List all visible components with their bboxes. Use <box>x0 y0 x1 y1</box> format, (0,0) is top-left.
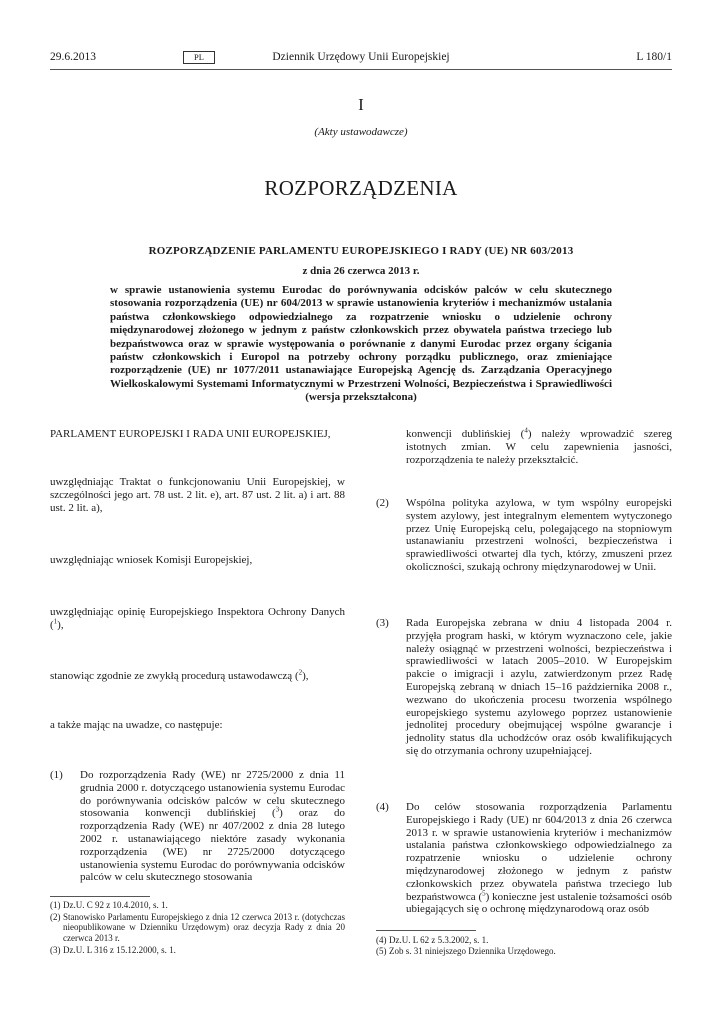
footnote-3: (3) Dz.U. L 316 z 15.12.2000, s. 1. <box>50 945 176 955</box>
recital-number: (2) <box>376 497 389 509</box>
recital-1-continued: konwencji dublińskiej ($^4$) należy wprowadzić szereg istotnych zmian. W celu zapewnienia jasności, rozporządzenia te należy przekształcić. <box>406 426 672 466</box>
footnote-ref: 2 <box>298 668 303 677</box>
citation-edps: uwzględniając opinię Europejskiego Inspektora Ochrony Danych ($^1$), <box>50 606 345 631</box>
regulation-date: z dnia 26 czerwca 2013 r. <box>302 265 420 277</box>
footnote-2: (2) Stanowisko Parlamentu Europejskiego z dnia 12 czerwca 2013 r. (dotychczas nieopublikowane w Dzienniku Urzędowym) oraz decyzja Rady z dnia 20 czerwca 2013 r. <box>50 912 345 943</box>
regulation-subject: w sprawie ustanowienia systemu Eurodac do porównywania odcisków palców w celu skutecznego stosowania rozporządzenia (UE) nr 604/2013 w sprawie ustanowienia kryteriów i mechanizmów ustalania państwa członkowskiego odpowiedzialnego za rozpatrzenie wniosku o udzielenie ochrony międzynarodowej złożonego w jednym z państw członkowskich przez obywatela państwa trzeciego lub bezpaństwowca oraz w sprawie występowania o porównanie z danymi Eurodac przez organy ścigania państw członkowskich i Europol na potrzeby ochrony porządku publicznego, oraz zmieniające rozporządzenie (UE) nr 1077/2011 ustanawiające Europejską Agencję ds. Zarządzania Operacyjnego Wielkoskalowymi Systemami Informatycznymi w Przestrzeni Wolności, Bezpieczeństwa i Sprawiedliwości (wersja przekształcona) <box>110 284 612 404</box>
header-divider <box>50 69 672 70</box>
footnote-5: (5) Zob s. 31 niniejszego Dziennika Urzędowego. <box>376 946 556 956</box>
recital-1: Do rozporządzenia Rady (WE) nr 2725/2000 z dnia 11 grudnia 2000 r. dotyczącego ustanowienia systemu Eurodac do porównywania odcisków palców w celu skutecznego stosowania konwencji dublińskiej ($^3$) oraz do rozporządzenia Rady (WE) nr 407/2002 z dnia 28 lutego 2002 r. ustanawiającego niektóre zasady wykonania rozporządzenia (WE) nr 2725/2000 dotyczącego ustanowienia systemu Eurodac do porównywania odcisków palców w celu skutecznego stosowania <box>80 769 345 884</box>
recital-number: (4) <box>376 801 389 813</box>
publication-date: 29.6.2013 <box>50 51 96 63</box>
footnote-ref: 4 <box>524 426 528 435</box>
category-heading: ROZPORZĄDZENIA <box>264 176 458 200</box>
recital-number: (3) <box>376 617 389 629</box>
journal-header <box>50 51 672 67</box>
footnote-4: (4) Dz.U. L 62 z 5.3.2002, s. 1. <box>376 935 489 945</box>
footnote-divider <box>50 896 150 897</box>
whereas-intro: a także mając na uwadze, co następuje: <box>50 719 223 731</box>
page-reference: L 180/1 <box>636 51 672 63</box>
regulation-title: ROZPORZĄDZENIE PARLAMENTU EUROPEJSKIEGO I RADY (UE) NR 603/2013 <box>148 245 574 257</box>
footnote-ref: 1 <box>53 617 58 626</box>
language-badge: PL <box>183 51 215 64</box>
citation-treaty: uwzględniając Traktat o funkcjonowaniu Unii Europejskiej, w szczególności jego art. 78 ust. 2 lit. e), art. 87 ust. 2 lit. a) i art. 88 ust. 2 lit. a), <box>50 476 345 514</box>
footnote-ref: 3 <box>275 805 280 814</box>
section-roman-numeral: I <box>358 95 364 114</box>
footnote-1: (1) Dz.U. C 92 z 10.4.2010, s. 1. <box>50 900 168 910</box>
acts-label: (Akty ustawodawcze) <box>314 126 408 138</box>
footnote-divider <box>376 930 476 931</box>
journal-title: Dziennik Urzędowy Unii Europejskiej <box>272 51 450 63</box>
citation-procedure: stanowiąc zgodnie ze zwykłą procedurą ustawodawczą ($^2$), <box>50 668 309 682</box>
recital-number: (1) <box>50 769 63 781</box>
preamble-intro: PARLAMENT EUROPEJSKI I RADA UNII EUROPEJSKIEJ, <box>50 428 331 440</box>
recital-4: Do celów stosowania rozporządzenia Parlamentu Europejskiego i Rady (UE) nr 604/2013 z dnia 26 czerwca 2013 r. w sprawie ustanowienia kryteriów i mechanizmów ustalania państwa członkowskiego odpowiedzialnego za rozpatrzenie wniosku o udzielenie ochrony międzynarodowej złożonego w jednym z państw członkowskich przez obywatela państwa trzeciego lub bezpaństwowca ($^5$) konieczne jest ustalenie tożsamości osób ubiegających się o ochronę międzynarodową oraz osób <box>406 801 672 916</box>
citation-commission: uwzględniając wniosek Komisji Europejskiej, <box>50 554 253 566</box>
recital-2: Wspólna polityka azylowa, w tym wspólny europejski system azylowy, jest integralnym elementem wytyczonego przez Unię Europejską celu, polegającego na stopniowym ustanawianiu przestrzeni wolności, bezpieczeństwa i sprawiedliwości otwartej dla tych, którzy, zmuszeni przez okoliczności, szukają ochrony międzynarodowej w Unii. <box>406 497 672 573</box>
recital-3: Rada Europejska zebrana w dniu 4 listopada 2004 r. przyjęła program haski, w którym wyznaczono cele, jakie należy osiągnąć w przestrzeni wolności, bezpieczeństwa i sprawiedliwości w latach 2005–2010. W Europejskim pakcie o imigracji i azylu, zatwierdzonym przez Radę Europejską zebraną w dniach 15–16 października 2008 r., wezwano do ukończenia procesu tworzenia wspólnego europejskiego systemu azylowego poprzez ustanowienie jednolitej procedury obejmującej wspólne gwarancje i jednolity status dla uchodźców oraz osób kwalifikujących się do otrzymania ochrony uzupełniającej. <box>406 617 672 757</box>
footnote-ref: 5 <box>482 888 486 897</box>
